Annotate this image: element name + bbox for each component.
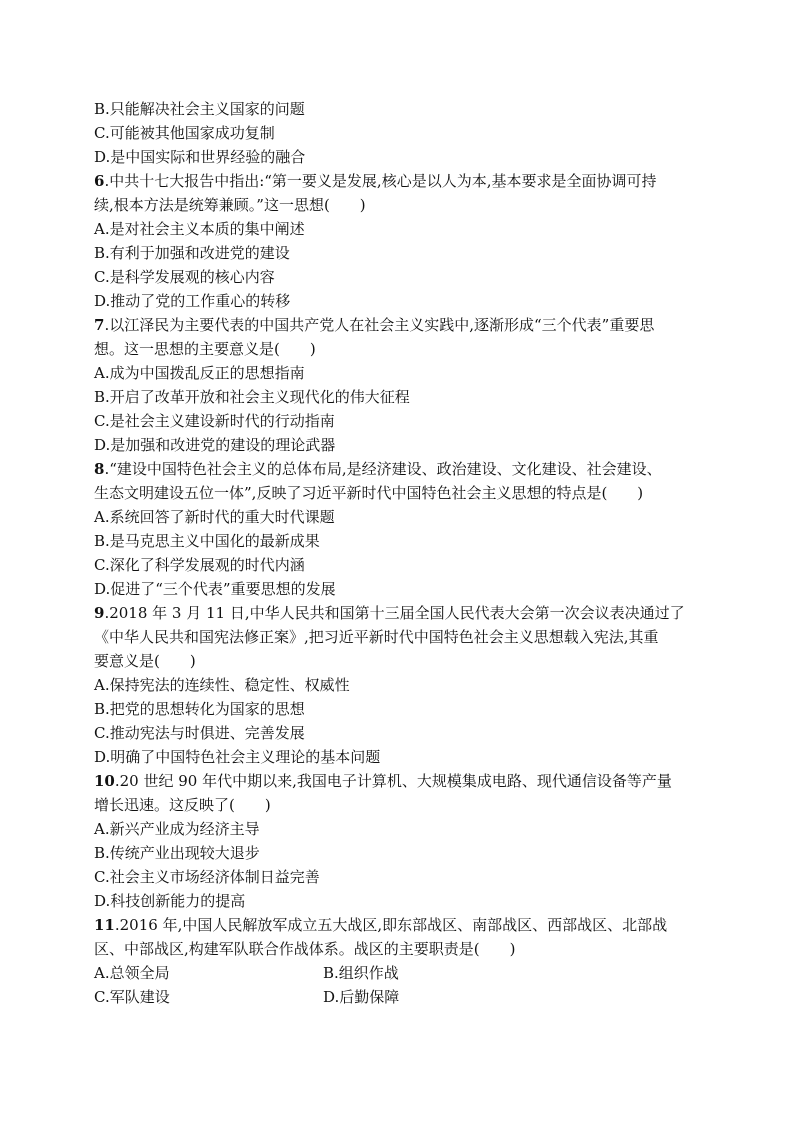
- option-a: A.是对社会主义本质的集中阐述: [94, 220, 305, 238]
- question-8: [94, 457, 694, 601]
- option-a: A.新兴产业成为经济主导: [94, 820, 260, 838]
- stem-text: .“建设中国特色社会主义的总体布局,是经济建设、政治建设、文化建设、社会建设、: [104, 460, 662, 478]
- option-a: A.总领全局: [94, 964, 170, 982]
- question-stem: [94, 457, 694, 481]
- stem-text: 续,根本方法是统筹兼顾。”这一思想( ): [94, 196, 366, 214]
- question-stem: [94, 313, 694, 337]
- option-b: B.只能解决社会主义国家的问题: [94, 100, 305, 118]
- stem-text: .中共十七大报告中指出:“第一要义是发展,核心是以人为本,基本要求是全面协调可持: [104, 172, 657, 190]
- option-c: C.深化了科学发展观的时代内涵: [94, 556, 305, 574]
- stem-text: .2016 年,中国人民解放军成立五大战区,即东部战区、南部战区、西部战区、北部战: [114, 916, 668, 934]
- question-9: [94, 601, 694, 769]
- stem-text: .以江泽民为主要代表的中国共产党人在社会主义实践中,逐渐形成“三个代表”重要思: [104, 316, 655, 334]
- option-d: D.是加强和改进党的建设的理论武器: [94, 436, 336, 454]
- question-number: 10: [94, 772, 115, 790]
- question-6: [94, 169, 694, 313]
- stem-text: 生态文明建设五位一体”,反映了习近平新时代中国特色社会主义思想的特点是( ): [94, 484, 644, 502]
- question-stem: [94, 913, 694, 937]
- option-a: A.系统回答了新时代的重大时代课题: [94, 508, 335, 526]
- stem-text: .20 世纪 90 年代中期以来,我国电子计算机、大规模集成电路、现代通信设备等产量: [114, 772, 672, 790]
- question-10: [94, 769, 694, 913]
- option-b: B.组织作战: [323, 964, 399, 982]
- question-number: 11: [94, 916, 115, 934]
- stem-text: 《中华人民共和国宪法修正案》,把习近平新时代中国特色社会主义思想载入宪法,其重: [94, 628, 659, 646]
- question-5-options: [94, 97, 694, 169]
- option-d: D.是中国实际和世界经验的融合: [94, 148, 306, 166]
- option-d: D.推动了党的工作重心的转移: [94, 292, 291, 310]
- question-11: [94, 913, 694, 1009]
- option-c: C.军队建设: [94, 988, 170, 1006]
- option-row: [94, 985, 694, 1009]
- option-c: C.是科学发展观的核心内容: [94, 268, 275, 286]
- question-number: 7: [94, 316, 105, 334]
- stem-text: .2018 年 3 月 11 日,中华人民共和国第十三届全国人民代表大会第一次会议表决通过了: [104, 604, 685, 622]
- option-c: C.是社会主义建设新时代的行动指南: [94, 412, 335, 430]
- option-c: C.社会主义市场经济体制日益完善: [94, 868, 320, 886]
- question-7: [94, 313, 694, 457]
- question-content: [94, 97, 694, 1009]
- option-b: B.传统产业出现较大退步: [94, 844, 260, 862]
- stem-text: 想。这一思想的主要意义是( ): [94, 340, 316, 358]
- option-d: D.明确了中国特色社会主义理论的基本问题: [94, 748, 381, 766]
- option-b: B.开启了改革开放和社会主义现代化的伟大征程: [94, 388, 410, 406]
- option-row: [94, 961, 694, 985]
- option-a: A.成为中国拨乱反正的思想指南: [94, 364, 305, 382]
- stem-text: 区、中部战区,构建军队联合作战体系。战区的主要职责是( ): [94, 940, 516, 958]
- option-c: C.推动宪法与时俱进、完善发展: [94, 724, 305, 742]
- option-c: C.可能被其他国家成功复制: [94, 124, 275, 142]
- option-a: A.保持宪法的连续性、稳定性、权威性: [94, 676, 350, 694]
- question-stem: [94, 769, 694, 793]
- option-d: D.科技创新能力的提高: [94, 892, 246, 910]
- option-d: D.后勤保障: [323, 988, 400, 1006]
- question-number: 8: [94, 460, 105, 478]
- option-b: B.有利于加强和改进党的建设: [94, 244, 290, 262]
- question-stem: [94, 169, 694, 193]
- question-number: 6: [94, 172, 105, 190]
- stem-text: 要意义是( ): [94, 652, 196, 670]
- option-d: D.促进了“三个代表”重要思想的发展: [94, 580, 336, 598]
- option-b: B.是马克思主义中国化的最新成果: [94, 532, 320, 550]
- question-stem: [94, 601, 694, 625]
- stem-text: 增长迅速。这反映了( ): [94, 796, 271, 814]
- option-b: B.把党的思想转化为国家的思想: [94, 700, 305, 718]
- question-number: 9: [94, 604, 105, 622]
